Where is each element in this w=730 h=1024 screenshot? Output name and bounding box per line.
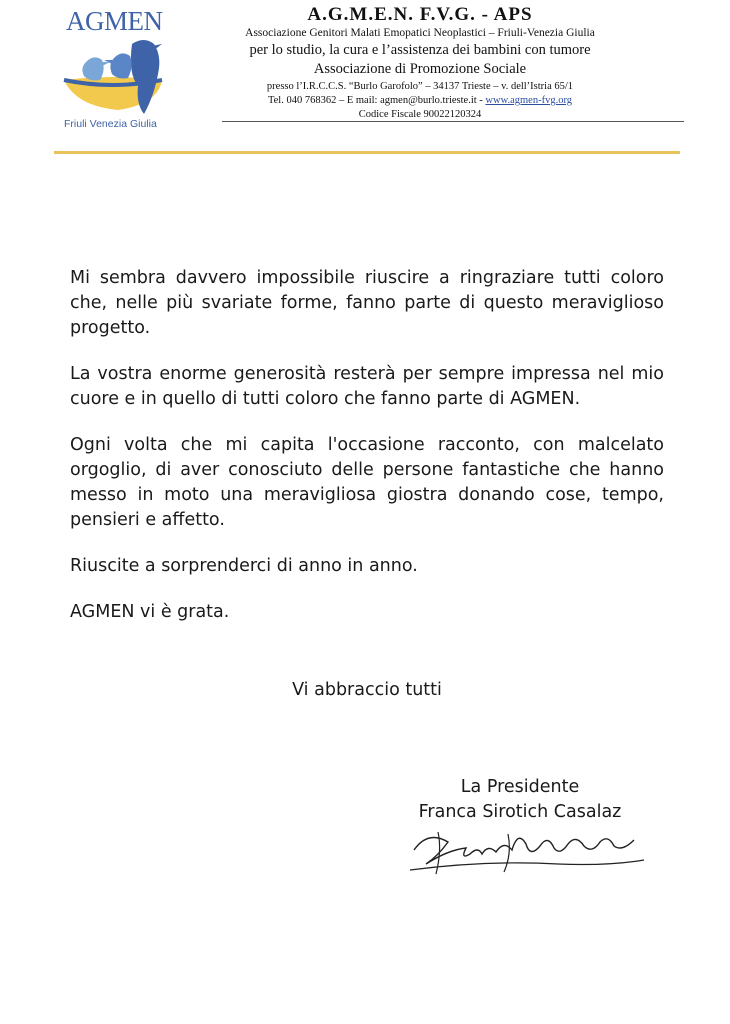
letterhead-text <box>205 4 635 122</box>
org-name: A.G.M.E.N. F.V.G. - APS <box>307 4 533 25</box>
org-full-name: Associazione Genitori Malati Emopatici Neoplastici – Friuli-Venezia Giulia <box>245 27 595 39</box>
logo-wordmark: AGMEN <box>66 6 163 36</box>
signer-role: La Presidente <box>460 777 580 797</box>
paragraph-3: Ogni volta che mi capita l'occasione racconto, con malcelato orgoglio, di aver conosciuto delle persone fantastiche che hanno messo in moto una meravigliosa giostra donando cose, tempo, pensieri e affetto. <box>70 435 664 530</box>
agmen-logo <box>62 6 182 134</box>
org-address: presso l’I.R.C.C.S. “Burlo Garofolo” – 34137 Trieste – v. dell’Istria 65/1 <box>266 81 574 92</box>
org-mission: per lo studio, la cura e l’assistenza dei bambini con tumore <box>249 42 591 58</box>
closing-line: Vi abbraccio tutti <box>292 680 442 700</box>
paragraph-4: Riuscite a sorprenderci di anno in anno. <box>70 556 418 576</box>
signer-name: Franca Sirotich Casalaz <box>418 802 622 822</box>
paragraph-5: AGMEN vi è grata. <box>70 602 230 622</box>
birds-nest-icon <box>62 34 172 120</box>
contact-phone-email: Tel. 040 768362 – E mail: agmen@burlo.trieste.it - <box>267 95 486 106</box>
fiscal-code: Codice Fiscale 90022120324 <box>358 109 482 120</box>
logo-region-label: Friuli Venezia Giulia <box>64 118 157 130</box>
signature-block <box>390 775 650 825</box>
website-link[interactable]: www.agmen-fvg.org <box>485 95 573 106</box>
handwritten-signature <box>408 820 648 882</box>
header-gold-rule <box>54 151 680 154</box>
org-type: Associazione di Promozione Sociale <box>313 61 527 77</box>
paragraph-1: Mi sembra davvero impossibile riuscire a ringraziare tutti coloro che, nelle più svariate forme, fanno parte di questo meraviglioso progetto. <box>70 268 664 338</box>
header-divider <box>222 121 684 122</box>
paragraph-2: La vostra enorme generosità resterà per sempre impressa nel mio cuore e in quello di tutti coloro che fanno parte di AGMEN. <box>70 364 664 409</box>
letter-body <box>70 266 664 646</box>
org-contact <box>205 94 635 108</box>
